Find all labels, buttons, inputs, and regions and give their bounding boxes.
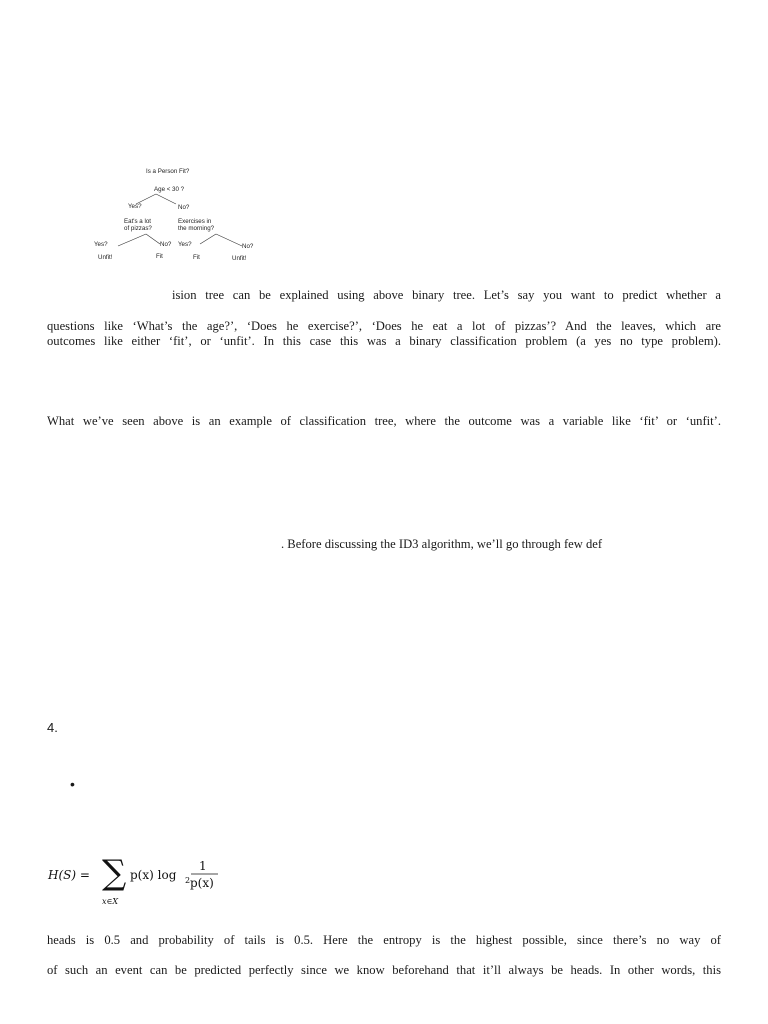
list-bullet: • [70,776,75,792]
edge-left-yes [118,234,146,246]
formula-term: p(x) log [130,868,177,882]
formula-lhs: H(S) = [48,868,90,882]
tree-leaf-no-left: No? [160,241,172,248]
edge-right-no [216,234,242,246]
edge-left-no [146,234,160,244]
tree-branch-no: No? [178,204,190,211]
tree-outcome-fit-1: Fit [156,253,163,260]
paragraph-tree-intro-line: ision tree can be explained using above binary tree. Let’s say you want to predict whether a [172,288,721,302]
entropy-formula [48,850,228,910]
tree-question-exercise-2: the morning? [178,225,215,232]
tree-question-pizza-2: of pizzas? [124,225,152,232]
paragraph-id3-intro: . Before discussing the ID3 algorithm, we’ll go through few def [281,537,603,551]
tree-question-age: Age < 30 ? [154,186,185,193]
tree-leaf-yes-left: Yes? [94,241,108,248]
decision-tree-figure [88,162,268,268]
entropy-formula-svg [48,850,228,910]
paragraph-entropy-line-2: of such an event can be predicted perfectly since we know beforehand that it’ll always be heads. In other words, this [47,963,721,977]
decision-tree-diagram [88,162,268,268]
formula-sum-subscript: x∈X [102,897,119,906]
tree-question-exercise-1: Exercises in [178,218,212,225]
tree-leaf-yes-right: Yes? [178,241,192,248]
tree-root-label: Is a Person Fit? [146,168,190,175]
paragraph-entropy-line-1: heads is 0.5 and probability of tails is 0.5. Here the entropy is the highest possible, since there’s no way of [47,933,721,947]
paragraph-questions-line-2: outcomes like either ‘fit’, or ‘unfit’. In this case this was a binary classification problem (a yes no type problem). [47,334,721,348]
tree-question-pizza-1: Eat's a lot [124,218,151,225]
formula-sum-symbol: ∑ [102,853,127,893]
formula-denominator: p(x) [190,876,214,890]
paragraph-questions-line-1: questions like ‘What’s the age?’, ‘Does he exercise?’, ‘Does he eat a lot of pizzas’? And the leaves, which are [47,319,721,333]
tree-outcome-unfit-2: Unfit! [232,255,247,262]
tree-outcome-fit-2: Fit [193,254,200,261]
tree-leaf-no-right: No? [242,243,254,250]
tree-outcome-unfit-1: Unfit! [98,254,113,261]
tree-branch-yes: Yes? [128,203,142,210]
paragraph-classification-tree: What we’ve seen above is an example of classification tree, where the outcome was a variable like ‘fit’ or ‘unfit’. [47,414,721,428]
formula-log-base: 2 [185,876,191,885]
formula-numerator: 1 [199,859,207,873]
edge-root-no [156,194,176,204]
edge-right-yes [200,234,216,244]
list-number: 4. [47,720,58,735]
